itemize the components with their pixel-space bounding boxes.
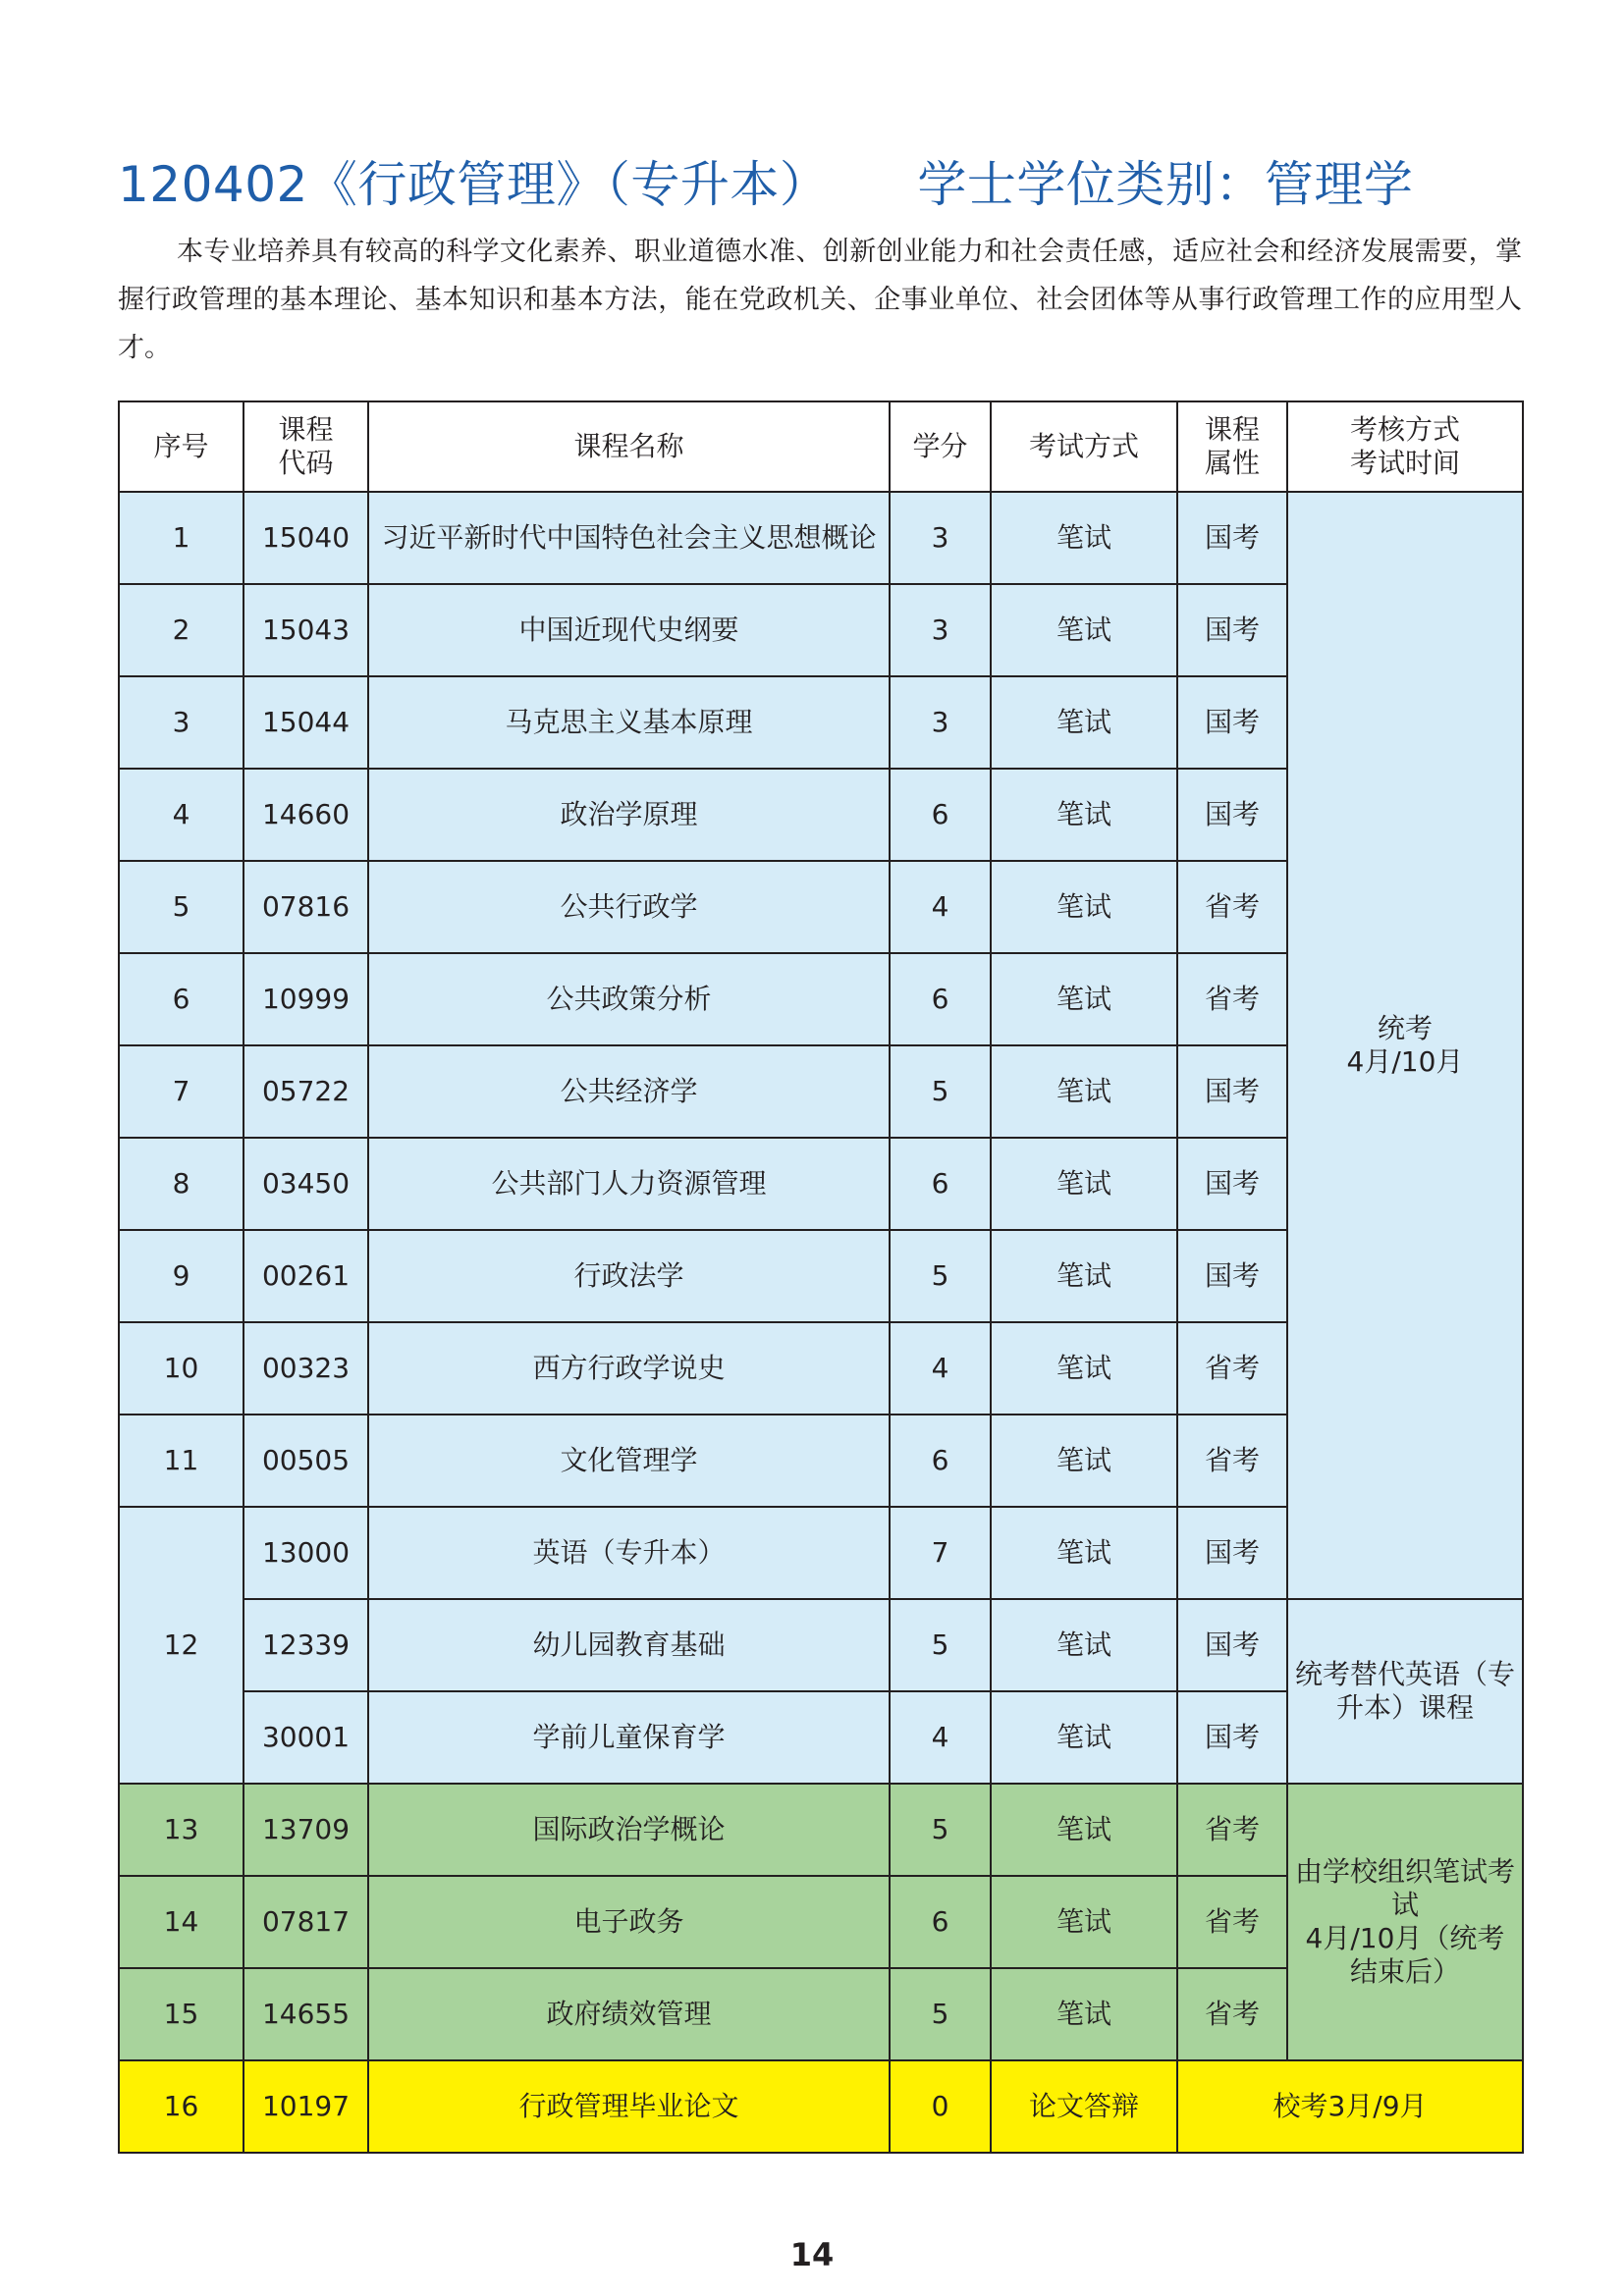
cell-name: 中国近现代史纲要 — [368, 584, 890, 676]
cell-name: 行政管理毕业论文 — [368, 2060, 890, 2153]
cell-credit: 0 — [890, 2060, 991, 2153]
header-assess: 考核方式 考试时间 — [1287, 401, 1523, 492]
cell-exam: 论文答辩 — [991, 2060, 1177, 2153]
cell-exam: 笔试 — [991, 492, 1177, 584]
cell-code: 14655 — [244, 1968, 368, 2060]
table-row — [119, 1599, 1523, 1691]
cell-exam: 笔试 — [991, 1138, 1177, 1230]
cell-credit: 6 — [890, 1138, 991, 1230]
cell-attr: 省考 — [1177, 1415, 1287, 1507]
cell-exam: 笔试 — [991, 1599, 1177, 1691]
cell-name: 公共部门人力资源管理 — [368, 1138, 890, 1230]
cell-code: 10999 — [244, 953, 368, 1045]
cell-code: 12339 — [244, 1599, 368, 1691]
cell-name: 国际政治学概论 — [368, 1784, 890, 1876]
cell-name: 行政法学 — [368, 1230, 890, 1322]
cell-credit: 6 — [890, 1876, 991, 1968]
cell-name: 西方行政学说史 — [368, 1322, 890, 1415]
cell-attr: 国考 — [1177, 1230, 1287, 1322]
cell-credit: 4 — [890, 1322, 991, 1415]
cell-seq: 14 — [119, 1876, 244, 1968]
cell-name: 政治学原理 — [368, 769, 890, 861]
cell-code: 03450 — [244, 1138, 368, 1230]
cell-credit: 5 — [890, 1784, 991, 1876]
cell-seq: 9 — [119, 1230, 244, 1322]
cell-code: 15044 — [244, 676, 368, 769]
cell-seq: 11 — [119, 1415, 244, 1507]
cell-code: 15043 — [244, 584, 368, 676]
cell-credit: 5 — [890, 1230, 991, 1322]
cell-attr: 省考 — [1177, 1876, 1287, 1968]
cell-name: 公共经济学 — [368, 1045, 890, 1138]
cell-exam: 笔试 — [991, 1876, 1177, 1968]
cell-attr: 国考 — [1177, 492, 1287, 584]
cell-seq: 5 — [119, 861, 244, 953]
intro-paragraph: 本专业培养具有较高的科学文化素养、职业道德水准、创新创业能力和社会责任感，适应社会和经济发展需要，掌握行政管理的基本理论、基本知识和基本方法，能在党政机关、企事业单位、社会团体等从事行政管理工作的应用型人才。 — [118, 237, 1522, 363]
header-seq: 序号 — [119, 401, 244, 492]
cell-credit: 3 — [890, 584, 991, 676]
cell-credit: 6 — [890, 953, 991, 1045]
assess-replacement: 统考替代英语（专升本）课程 — [1287, 1599, 1523, 1784]
cell-attr: 国考 — [1177, 1599, 1287, 1691]
cell-seq: 16 — [119, 2060, 244, 2153]
cell-credit: 3 — [890, 492, 991, 584]
cell-exam: 笔试 — [991, 769, 1177, 861]
cell-name: 幼儿园教育基础 — [368, 1599, 890, 1691]
table-header-row — [119, 401, 1523, 492]
cell-code: 10197 — [244, 2060, 368, 2153]
cell-code: 15040 — [244, 492, 368, 584]
cell-seq: 7 — [119, 1045, 244, 1138]
cell-attr: 国考 — [1177, 1138, 1287, 1230]
cell-code: 05722 — [244, 1045, 368, 1138]
cell-attr: 国考 — [1177, 769, 1287, 861]
cell-exam: 笔试 — [991, 1415, 1177, 1507]
cell-exam: 笔试 — [991, 1784, 1177, 1876]
cell-exam: 笔试 — [991, 676, 1177, 769]
page-title — [118, 145, 1413, 216]
cell-attr: 省考 — [1177, 1784, 1287, 1876]
cell-name: 英语（专升本） — [368, 1507, 890, 1599]
cell-credit: 4 — [890, 861, 991, 953]
header-attr: 课程 属性 — [1177, 401, 1287, 492]
cell-credit: 5 — [890, 1599, 991, 1691]
cell-code: 00505 — [244, 1415, 368, 1507]
cell-attr: 省考 — [1177, 1322, 1287, 1415]
page-number: 14 — [789, 2236, 835, 2273]
cell-exam: 笔试 — [991, 1230, 1177, 1322]
cell-credit: 3 — [890, 676, 991, 769]
cell-name: 马克思主义基本原理 — [368, 676, 890, 769]
header-credit: 学分 — [890, 401, 991, 492]
cell-code: 07816 — [244, 861, 368, 953]
cell-exam: 笔试 — [991, 953, 1177, 1045]
cell-code: 07817 — [244, 1876, 368, 1968]
cell-name: 习近平新时代中国特色社会主义思想概论 — [368, 492, 890, 584]
cell-exam: 笔试 — [991, 584, 1177, 676]
cell-exam: 笔试 — [991, 861, 1177, 953]
cell-credit: 4 — [890, 1691, 991, 1784]
cell-name: 政府绩效管理 — [368, 1968, 890, 2060]
header-exam-type: 考试方式 — [991, 401, 1177, 492]
cell-code: 14660 — [244, 769, 368, 861]
cell-attr: 省考 — [1177, 861, 1287, 953]
cell-seq: 1 — [119, 492, 244, 584]
cell-exam: 笔试 — [991, 1691, 1177, 1784]
table-row — [119, 492, 1523, 584]
cell-code: 00261 — [244, 1230, 368, 1322]
cell-credit: 5 — [890, 1968, 991, 2060]
cell-attr: 国考 — [1177, 1507, 1287, 1599]
cell-credit: 6 — [890, 769, 991, 861]
cell-exam: 笔试 — [991, 1322, 1177, 1415]
cell-credit: 6 — [890, 1415, 991, 1507]
cell-seq: 3 — [119, 676, 244, 769]
cell-name: 学前儿童保育学 — [368, 1691, 890, 1784]
cell-code: 30001 — [244, 1691, 368, 1784]
assess-thesis: 校考3月/9月 — [1177, 2060, 1523, 2153]
cell-exam: 笔试 — [991, 1968, 1177, 2060]
cell-attr: 国考 — [1177, 676, 1287, 769]
header-code: 课程 代码 — [244, 401, 368, 492]
cell-credit: 5 — [890, 1045, 991, 1138]
cell-name: 电子政务 — [368, 1876, 890, 1968]
cell-seq: 15 — [119, 1968, 244, 2060]
assess-school: 由学校组织笔试考试 4月/10月（统考结束后） — [1287, 1784, 1523, 2060]
cell-seq: 8 — [119, 1138, 244, 1230]
cell-seq: 4 — [119, 769, 244, 861]
assess-unified: 统考 4月/10月 — [1287, 492, 1523, 1599]
cell-code: 13709 — [244, 1784, 368, 1876]
cell-seq: 12 — [119, 1507, 244, 1784]
cell-seq: 10 — [119, 1322, 244, 1415]
cell-code: 13000 — [244, 1507, 368, 1599]
table-row — [119, 1784, 1523, 1876]
cell-attr: 省考 — [1177, 1968, 1287, 2060]
header-name: 课程名称 — [368, 401, 890, 492]
cell-attr: 省考 — [1177, 953, 1287, 1045]
title-degree: 学士学位类别：管理学 — [917, 156, 1414, 213]
cell-code: 00323 — [244, 1322, 368, 1415]
cell-seq: 6 — [119, 953, 244, 1045]
cell-attr: 国考 — [1177, 1691, 1287, 1784]
cell-credit: 7 — [890, 1507, 991, 1599]
cell-exam: 笔试 — [991, 1045, 1177, 1138]
cell-attr: 国考 — [1177, 584, 1287, 676]
cell-attr: 国考 — [1177, 1045, 1287, 1138]
table-row — [119, 2060, 1523, 2153]
cell-name: 公共政策分析 — [368, 953, 890, 1045]
cell-seq: 2 — [119, 584, 244, 676]
title-major: 120402《行政管理》（专升本） — [118, 156, 830, 213]
cell-name: 文化管理学 — [368, 1415, 890, 1507]
cell-exam: 笔试 — [991, 1507, 1177, 1599]
cell-seq: 13 — [119, 1784, 244, 1876]
course-table — [118, 400, 1524, 2154]
cell-name: 公共行政学 — [368, 861, 890, 953]
